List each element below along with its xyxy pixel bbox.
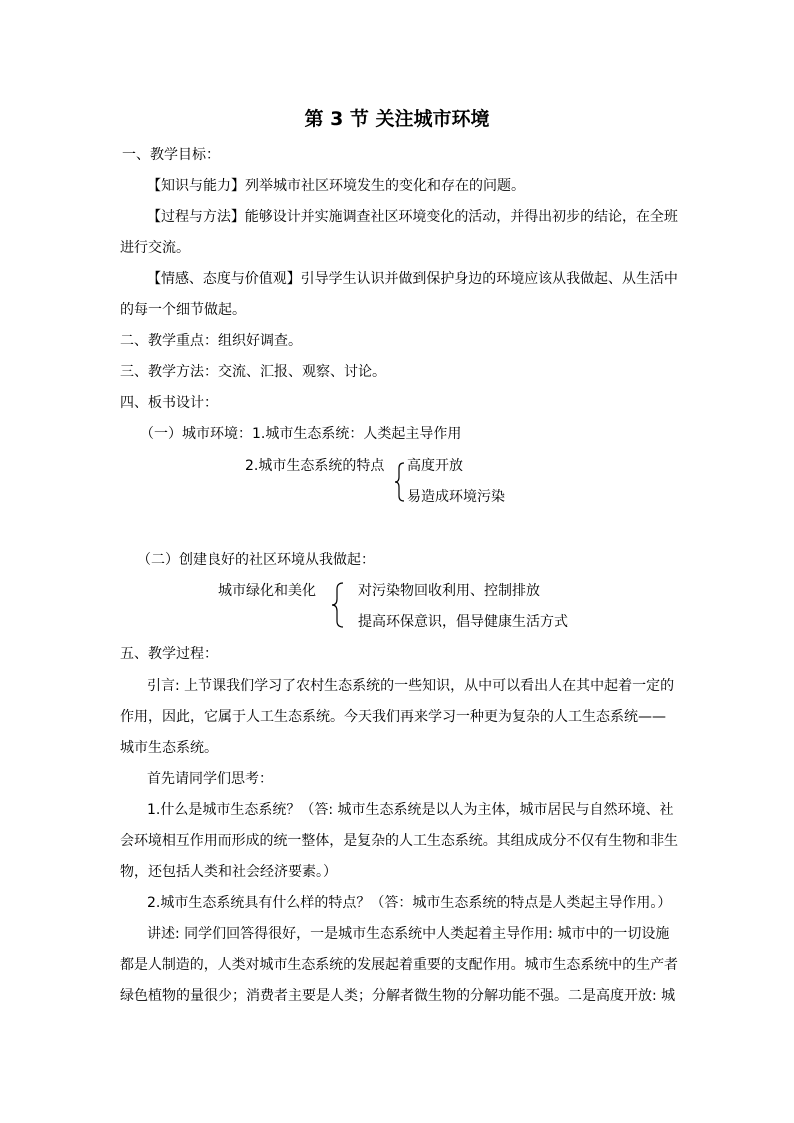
board-item-recycle: 对污染物回收利用、控制排放: [358, 583, 540, 599]
board-feature-open: 高度开放: [407, 458, 463, 474]
process-intro-line-1: 引言: 上节课我们学习了农村生态系统的一些知识，从中可以看出人在其中起着一定的: [147, 678, 675, 694]
section-board-heading: 四、板书设计：: [120, 395, 218, 411]
process-explain-line-3: 绿色植物的量很少；消费者主要是人类；分解者微生物的分解功能不强。二是高度开放: 城: [120, 988, 676, 1004]
process-intro-line-3: 城市生态系统。: [120, 740, 218, 756]
page-title: 第 3 节 关注城市环境: [304, 108, 490, 130]
board-feature-pollution: 易造成环境污染: [407, 489, 505, 505]
goal-process-line-1: 【过程与方法】能够设计并实施调查社区环境变化的活动，并得出初步的结论，在全班: [147, 209, 678, 225]
process-think: 首先请同学们思考：: [147, 771, 273, 787]
brace-icon: [330, 582, 346, 628]
section-process-heading: 五、教学过程：: [120, 646, 218, 662]
section-key-point: 二、教学重点：组织好调查。: [120, 333, 302, 349]
board-part2-heading: （二）创建良好的社区环境从我做起：: [137, 552, 375, 568]
process-q2: 2.城市生态系统具有什么样的特点？（答：城市生态系统的特点是人类起主导作用。）: [147, 895, 672, 911]
process-q1-line-1: 1.什么是城市生态系统？（答: 城市生态系统是以人为主体，城市居民与自然环境、社: [147, 802, 674, 818]
process-q1-line-3: 物，还包括人类和社会经济要素。）: [120, 864, 337, 880]
brace-icon: [393, 462, 407, 502]
goal-emotion-line-2: 的每一个细节做起。: [120, 302, 246, 318]
goal-knowledge: 【知识与能力】列举城市社区环境发生的变化和存在的问题。: [147, 178, 525, 194]
board-part2-left: 城市绿化和美化: [218, 583, 316, 599]
process-explain-line-2: 都是人制造的，人类对城市生态系统的发展起着重要的支配作用。城市生态系统中的生产者: [120, 957, 678, 973]
board-part1-line1: （一）城市环境：1.城市生态系统：人类起主导作用: [140, 426, 462, 442]
board-item-awareness: 提高环保意识，倡导健康生活方式: [358, 614, 568, 630]
section-goals-heading: 一、教学目标：: [122, 147, 220, 163]
section-methods: 三、教学方法：交流、汇报、观察、讨论。: [120, 364, 386, 380]
goal-process-line-2: 进行交流。: [120, 240, 190, 256]
board-part1-features-label: 2.城市生态系统的特点: [245, 458, 385, 474]
process-explain-line-1: 讲述: 同学们回答得很好，一是城市生态系统中人类起着主导作用: 城市中的一切设施: [147, 926, 670, 942]
process-q1-line-2: 会环境相互作用而形成的统一整体，是复杂的人工生态系统。其组成成分不仅有生物和非生: [120, 833, 678, 849]
process-intro-line-2: 作用，因此，它属于人工生态系统。今天我们再来学习一种更为复杂的人工生态系统——: [120, 709, 666, 725]
goal-emotion-line-1: 【情感、态度与价值观】引导学生认识并做到保护身边的环境应该从我做起、从生活中: [147, 271, 678, 287]
